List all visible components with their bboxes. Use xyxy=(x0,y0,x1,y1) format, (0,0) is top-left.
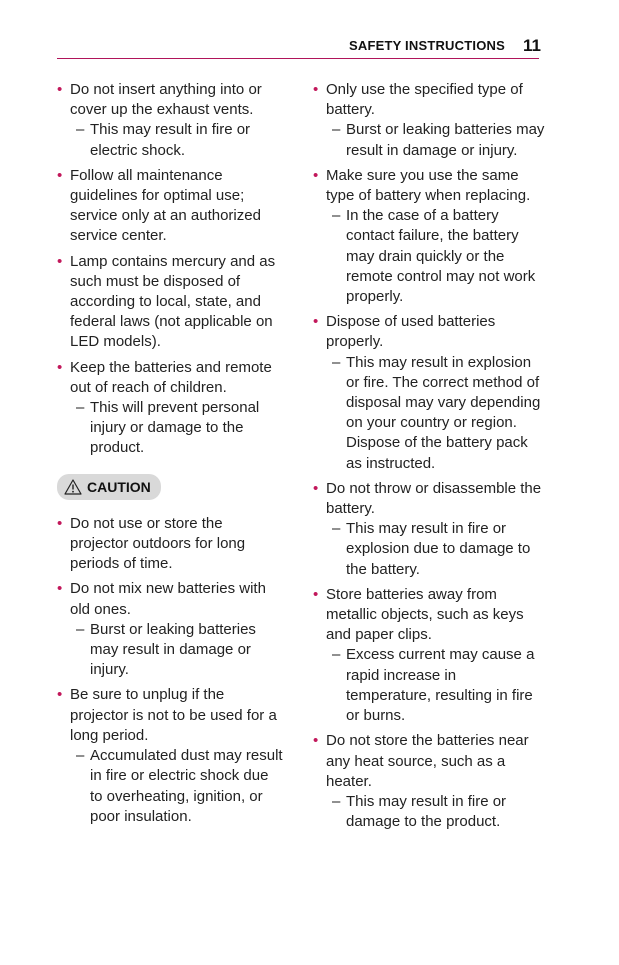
bullet-item xyxy=(57,252,283,353)
bullet-dot-icon: • xyxy=(57,686,63,704)
bullet-dot-icon: • xyxy=(57,166,63,184)
bullet-item xyxy=(57,514,283,575)
sub-item xyxy=(326,792,545,832)
bullet-text: Do not insert anything into or cover up the exhaust vents. xyxy=(70,81,262,119)
page-number: 11 xyxy=(523,36,541,55)
dash-icon: – xyxy=(76,620,85,638)
dash-icon: – xyxy=(76,747,85,765)
dash-icon: – xyxy=(76,399,85,417)
bullet-text: Follow all maintenance guidelines for optimal use; service only at an authorized service center. xyxy=(70,166,261,245)
dash-icon: – xyxy=(332,207,341,225)
bullet-text: Do not mix new batteries with old ones. xyxy=(70,580,266,618)
bullet-dot-icon: • xyxy=(57,514,63,532)
bullet-text: Do not use or store the projector outdoors for long periods of time. xyxy=(70,514,246,573)
bullet-dot-icon: • xyxy=(57,252,63,270)
sub-item-text: This may result in fire or electric shock. xyxy=(90,121,251,159)
bullet-text: Store batteries away from metallic objects, such as keys and paper clips. xyxy=(326,585,524,644)
bullet-text: Keep the batteries and remote out of reach of children. xyxy=(70,358,272,396)
dash-icon: – xyxy=(332,520,341,538)
sub-item xyxy=(326,206,545,307)
sub-item-text: This may result in fire or explosion due to damage to the battery. xyxy=(346,520,531,578)
bullet-item xyxy=(313,80,545,161)
sub-item-text: This may result in explosion or fire. The correct method of disposal may vary depending on your country or region. Dispose of the battery pack as instructed. xyxy=(346,353,541,472)
right-column xyxy=(313,80,545,837)
sub-item-text: Accumulated dust may result in fire or electric shock due to overheating, ignition, or poor insulation. xyxy=(90,747,283,825)
bullet-text: Dispose of used batteries properly. xyxy=(326,313,496,351)
bullet-text: Be sure to unplug if the projector is not to be used for a long period. xyxy=(70,686,277,744)
sub-item-text: In the case of a battery contact failure, the battery may drain quickly or the remote control may not work properly. xyxy=(346,207,536,306)
bullet-dot-icon: • xyxy=(57,81,63,98)
dash-icon: – xyxy=(332,121,341,139)
bullet-item xyxy=(57,579,283,680)
bullet-text: Only use the specified type of battery. xyxy=(326,81,523,119)
dash-icon: – xyxy=(332,353,341,371)
bullet-dot-icon: • xyxy=(313,313,319,331)
bullet-dot-icon: • xyxy=(57,358,63,376)
bullet-dot-icon: • xyxy=(313,585,319,603)
bullet-item xyxy=(313,166,545,307)
bullet-dot-icon: • xyxy=(313,81,319,98)
dash-icon: – xyxy=(332,646,341,664)
left-bullet-list-bottom xyxy=(57,514,283,827)
bullet-text: Do not throw or disassemble the battery. xyxy=(326,479,542,518)
left-column xyxy=(57,80,283,832)
sub-item xyxy=(326,353,545,474)
left-bullet-list-top xyxy=(57,80,283,459)
bullet-item xyxy=(313,731,545,832)
sub-item-text: This will prevent personal injury or damage to the product. xyxy=(90,399,260,457)
sub-item-text: Excess current may cause a rapid increase in temperature, resulting in fire or burns. xyxy=(346,646,535,725)
section-title: SAFETY INSTRUCTIONS xyxy=(349,38,505,53)
bullet-item xyxy=(57,80,283,161)
sub-item xyxy=(70,398,283,459)
bullet-text: Lamp contains mercury and as such must be disposed of according to local, state, and federal laws (not applicable on LED models). xyxy=(70,252,276,351)
sub-item xyxy=(70,120,283,160)
bullet-text: Do not store the batteries near any heat source, such as a heater. xyxy=(326,732,529,790)
bullet-dot-icon: • xyxy=(313,479,319,497)
bullet-item xyxy=(57,358,283,459)
sub-item xyxy=(326,519,545,580)
sub-item xyxy=(70,746,283,827)
dash-icon: – xyxy=(76,121,85,139)
bullet-item xyxy=(57,166,283,247)
sub-item-text: Burst or leaking batteries may result in damage or injury. xyxy=(346,121,545,159)
sub-item xyxy=(326,120,545,160)
bullet-item xyxy=(313,479,545,580)
caution-badge xyxy=(57,474,161,500)
bullet-item xyxy=(313,312,545,474)
sub-item xyxy=(70,620,283,681)
bullet-item xyxy=(57,685,283,826)
bullet-dot-icon: • xyxy=(57,580,63,598)
sub-item xyxy=(326,645,545,726)
bullet-item xyxy=(313,585,545,726)
bullet-dot-icon: • xyxy=(313,166,319,184)
header-divider xyxy=(57,58,539,59)
caution-label: CAUTION xyxy=(87,478,151,495)
sub-item-text: Burst or leaking batteries may result in damage or injury. xyxy=(90,620,256,679)
warning-icon xyxy=(64,479,82,495)
right-bullet-list xyxy=(313,80,545,832)
dash-icon: – xyxy=(332,792,341,810)
sub-item-text: This may result in fire or damage to the product. xyxy=(346,792,507,831)
bullet-dot-icon: • xyxy=(313,732,319,750)
bullet-text: Make sure you use the same type of battery when replacing. xyxy=(326,166,531,205)
